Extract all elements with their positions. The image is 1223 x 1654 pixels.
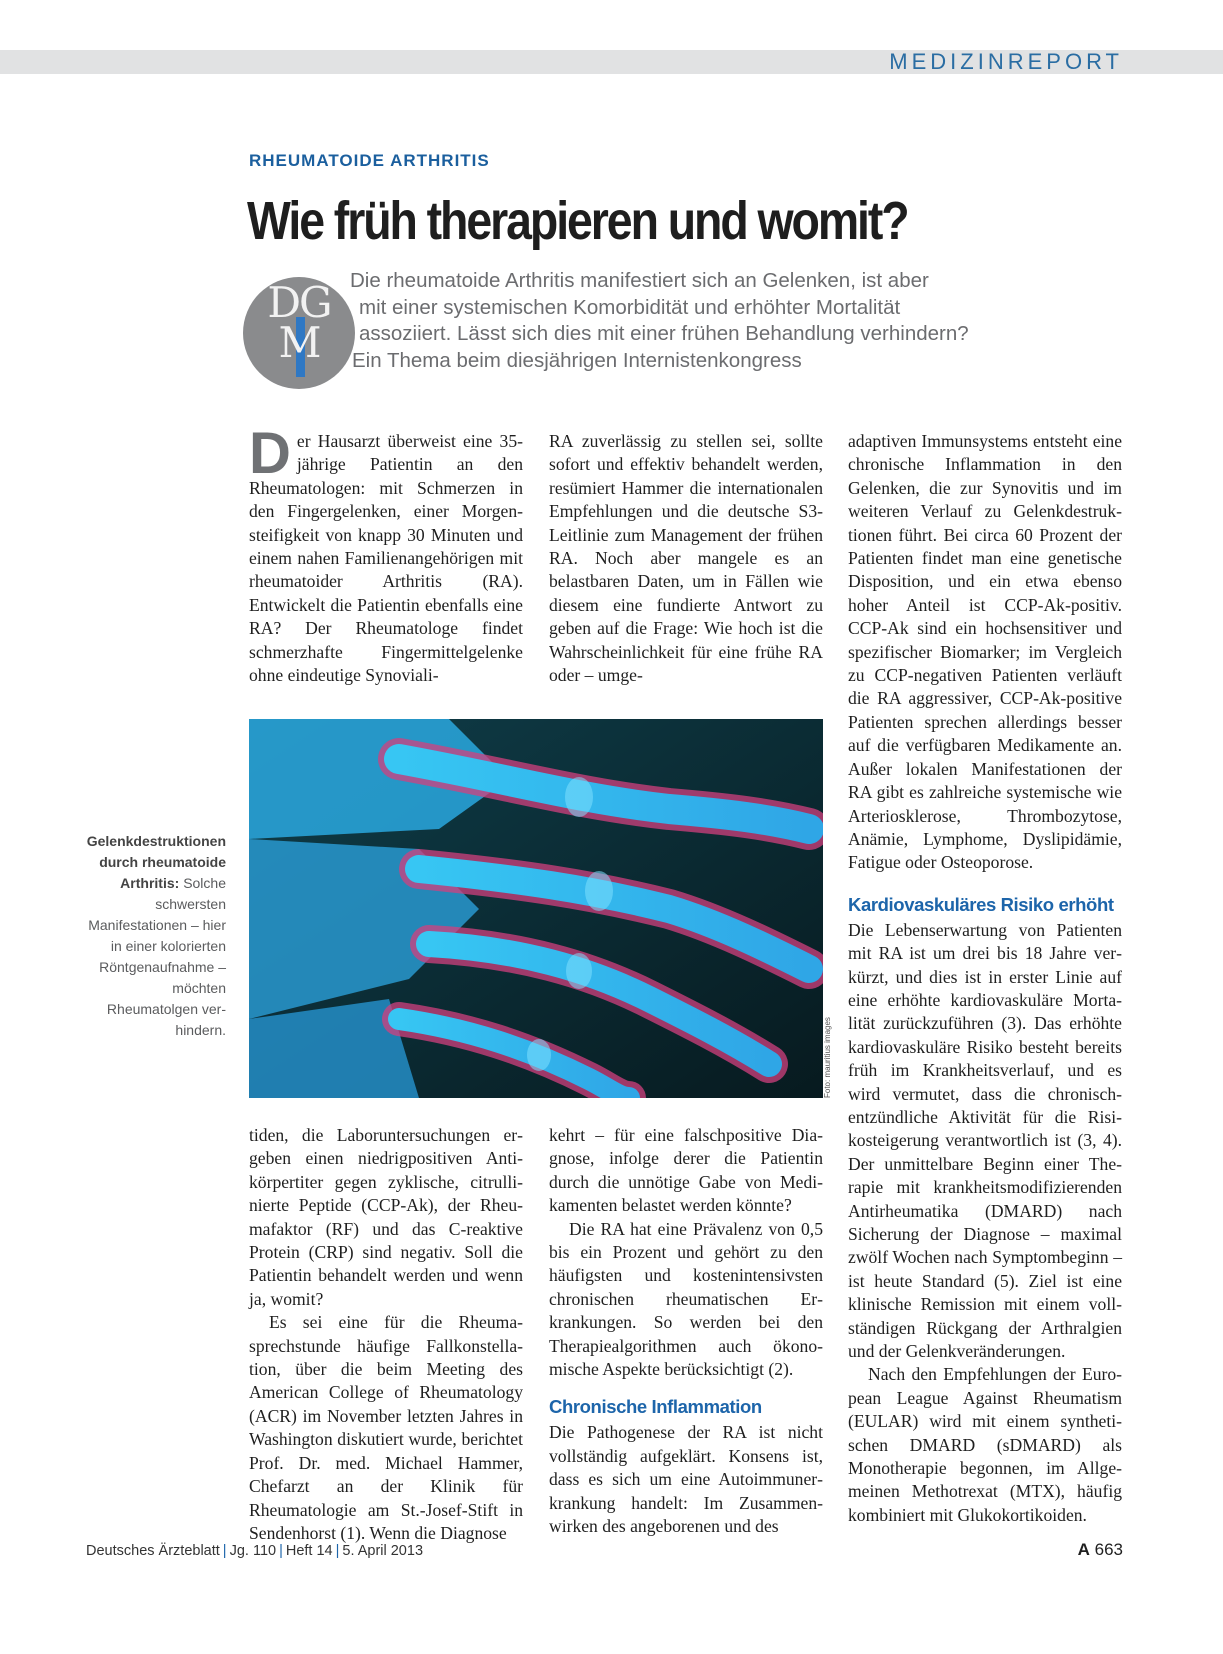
journal-date: 5. April 2013 [342,1543,424,1559]
article-headline: Wie früh therapieren und womit? [247,191,908,251]
lead-line: Die rheumatoide Arthritis manifestiert sich an Gelenken, ist aber [350,269,929,292]
lead-line: assoziiert. Lässt sich dies mit einer frühen Behandlung verhindern? [359,322,969,345]
journal-volume: Jg. 110 [229,1543,277,1559]
lead-line: Ein Thema beim diesjährigen Internistenkongress [352,348,802,372]
paragraph: Die Lebenserwartung von Patienten mit RA ist um drei bis 18 Jahre verkürzt, und dies ist in erster Linie auf eine erhöhte kardiovaskuläre Mortalität zurückzuführen (3). Das erhöhte kardiovaskuläre Risiko besteht bereits früh im Krankheitsverlauf, und es wird vermutet, dass die chronischentzündliche Aktivität für die Risikosteigerung verantwortlich ist (3, 4). Der unmittelbare Beginn einer Therapie mit krankheitsmodifizierenden Antirheumatika (DMARD) nach Sicherung der Diagnose – maximal zwölf Wochen nach Symptombeginn – ist heute Standard (5). Ziel ist eine klinische Remission mit einem vollständigen Rückgang der Arthralgien und der Gelenkveränderungen. [848,919,1122,1362]
caption-title: Gelenkdestruktionen durch rheumatoide Arthritis: [86,833,226,891]
subheading-chronic-inflammation: Chronische Inflammation [549,1396,762,1418]
xray-illustration [249,719,823,1098]
paragraph: tiden, die Laboruntersuchungen ergeben einen niedrigpositiven Antikörpertiter gegen zyklische, citrullinierte Peptide (CCP-Ak), der Rheumafaktor (RF) und das C-reaktive Protein (CRP) sind negativ. Soll die Patientin behandelt werden und wenn ja, womit? [249,1125,523,1309]
column-3 [848,430,1122,1527]
page-number-value: 663 [1094,1540,1123,1559]
journal-issue: Heft 14 [285,1543,333,1559]
paragraph: Die RA hat eine Prävalenz von 0,5 bis ein Prozent und gehört zu den häufigsten und kostenintensivsten chronischen rheumatischen Erkrankungen. So werden bei den Therapiealgorithmen auch ökonomische Aspekte berücksichtigt (2). [549,1218,823,1380]
page-prefix: A [1077,1540,1090,1559]
paragraph: adaptiven Immunsystems entsteht eine chronische Inflammation in den Gelenken, die zur Synovitis und im weiteren Verlauf zu Gelenkdestruktionen führt. Bei circa 60 Prozent der Patienten findet man eine genetische Disposition, und ein etwa ebenso hoher Anteil ist CCP-Ak-positiv. CCP-Ak sind ein hochsensitiver und spezifischer Biomarker; im Vergleich zu CCP-negativen Patienten verläuft die RA aggressiver, CCP-Ak-positive Patienten sprechen allerdings besser auf die verfügbaren Medikamente an. Außer lokalen Manifestationen der RA gibt es zahlreiche systemische wie Arteriosklerose, Thrombozytose, Anämie, Lymphome, Dyslipidämie, Fatigue oder Osteoporose. [848,431,1122,873]
column-1-bottom [249,1124,523,1545]
paragraph: Nach den Empfehlungen der European League Against Rheumatism (EULAR) wird mit einem synthetischen DMARD (sDMARD) als Monotherapie begonnen, im Allgemeinen Methotrexat (MTX), häufig kombiniert mit Glukokortikoiden. [848,1364,1122,1525]
section-label: MEDIZINREPORT [889,49,1123,74]
column-2-top [549,430,823,687]
paragraph: Es sei eine für die Rheumasprechstunde häufige Fallkonstellation, über die beim Meeting des American College of Rheumatology (ACR) im November letzten Jahres in Washington diskutiert wurde, berichtet Prof. Dr. med. Michael Hammer, Chefarzt an der Klinik für Rheumatologie am St.-Josef-Stift in Sendenhorst (1). Wenn die Diagnose [249,1312,523,1543]
paragraph: Die Pathogenese der RA ist nicht vollständig aufgeklärt. Konsens ist, dass es sich um eine Autoimmunerkrankung handelt: Im Zusammenwirken des angeborenen und des [549,1422,823,1537]
lead-line: mit einer systemischen Komorbidität und erhöhter Mortalität [359,295,901,319]
photo-credit: Foto: mauritius images [823,1017,832,1098]
caption-text: Solche schwersten Manifestationen – hier in einer kolorierten Röntgenaufnahme – möchten Rheumatolgen verhindern. [88,875,226,1038]
logo-letters: DG M [267,278,331,367]
column-2-bottom [549,1124,823,1539]
xray-hand-image [249,719,823,1098]
paragraph: RA zuverlässig zu stellen sei, sollte sofort und effektiv behandelt werden, resümiert Hammer die internationalen Empfehlungen und die deutsche S3-Leitlinie zum Management der frühen RA. Noch aber mangele es an belastbaren Daten, um in Fällen wie diesem eine fundierte Antwort zu geben auf die Frage: Wie hoch ist die Wahrscheinlichkeit für eine frühe RA oder – umge- [549,431,823,686]
dgim-logo [243,277,355,389]
drop-cap: D [249,421,291,486]
column-1-top [249,421,523,687]
paragraph: kehrt – für eine falschpositive Diagnose, infolge derer die Patientin durch die unnötige Gabe von Medikamenten belastet werden könnte? [549,1125,823,1216]
footer-citation: Deutsches Ärzteblatt | Jg. 110 | Heft 14 | 5. April 2013 [86,1543,424,1559]
paragraph [249,421,523,687]
figure-caption [86,831,226,1041]
journal-name: Deutsches Ärzteblatt [86,1543,220,1559]
page-number [1078,1540,1123,1560]
paragraph-text: er Hausarzt überweist eine 35-jährige Patientin an den Rheumatologen: mit Schmerzen in den Fingergelenken, einer Morgensteifigkeit von knapp 30 Minuten und einem nahen Familienangehörigen mit rheumatoider Arthritis (RA). Entwickelt die Patientin ebenfalls eine RA? Der Rheumatologe findet schmerzhafte Fingermittelgelenke ohne eindeutige Synoviali- [249,431,523,686]
subheading-cardiovascular-risk: Kardiovaskuläres Risiko erhöht [848,893,1114,915]
article-lead [350,268,1070,374]
article-kicker: RHEUMATOIDE ARTHRITIS [249,151,490,170]
